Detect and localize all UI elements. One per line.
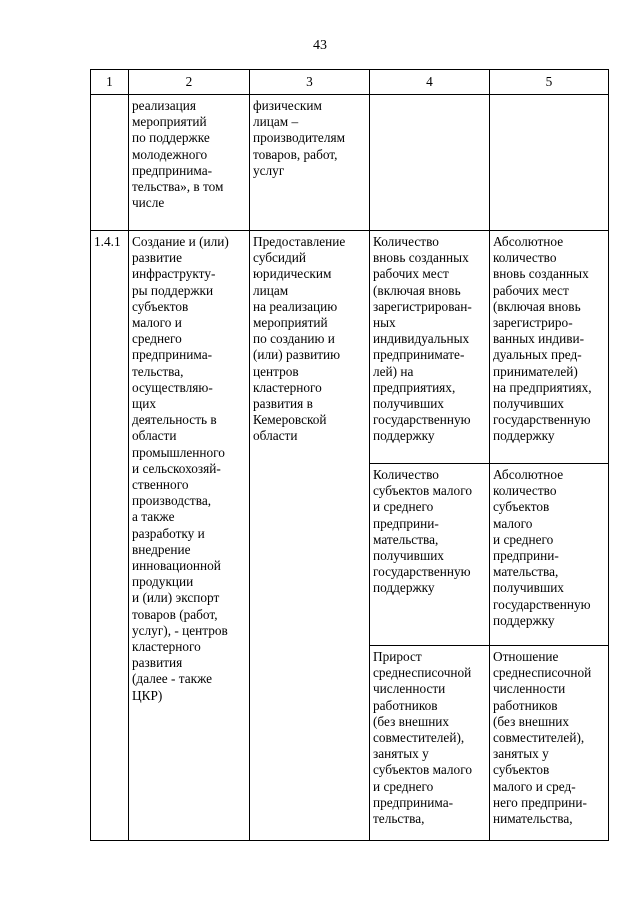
page-number: 43 <box>313 38 327 53</box>
table-header-row <box>91 70 609 95</box>
table-row-continuation <box>91 95 609 231</box>
header-cell-5: 5 <box>490 70 609 95</box>
continuation-indicator-cell <box>370 95 490 231</box>
header-cell-3: 3 <box>250 70 370 95</box>
direction-cell: Предоставление субсидий юридическим лицам на реализацию мероприятий по созданию и (или) развитию центров кластерного развития в Кемеровской области <box>250 231 370 841</box>
program-table <box>90 69 609 841</box>
indicator-method-cell: Абсолютное количество вновь созданных рабочих мест (включая вновь зарегистриро- ванных индиви- дуальных пред- принимателей) на предприятиях, получивших государственную поддержку <box>490 231 609 464</box>
continuation-measure-cell: реализация мероприятий по поддержке молодежного предпринима- тельства», в том числе <box>129 95 250 231</box>
table-row-1-4-1 <box>91 231 609 464</box>
indicator-name-cell: Прирост среднесписочной численности работников (без внешних совместителей), занятых у субъектов малого и среднего предпринима- тельства, <box>370 646 490 841</box>
indicator-name-cell: Количество субъектов малого и среднего предприни- мательства, получивших государственную поддержку <box>370 464 490 646</box>
indicator-method-cell: Абсолютное количество субъектов малого и среднего предприни- мательства, получивших государственную поддержку <box>490 464 609 646</box>
continuation-number-cell <box>91 95 129 231</box>
item-number-cell: 1.4.1 <box>91 231 129 841</box>
header-cell-2: 2 <box>129 70 250 95</box>
header-cell-1: 1 <box>91 70 129 95</box>
indicator-method-cell: Отношение среднесписочной численности работников (без внешних совместителей), занятых у субъектов малого и сред- него предприни- нимательства, <box>490 646 609 841</box>
continuation-method-cell <box>490 95 609 231</box>
measure-cell: Создание и (или) развитие инфраструкту- ры поддержки субъектов малого и среднего предпринима- тельства, осуществляю- щих деятельность в области промышленного и сельскохозяй- ственного производства, а также разработку и внедрение инновационной продукции и (или) экспорт товаров (работ, услуг), - центров кластерного развития (далее - также ЦКР) <box>129 231 250 841</box>
continuation-direction-cell: физическим лицам – производителям товаров, работ, услуг <box>250 95 370 231</box>
indicator-name-cell: Количество вновь созданных рабочих мест (включая вновь зарегистрирован- ных индивидуальных предпринимате- лей) на предприятиях, получивших государственную поддержку <box>370 231 490 464</box>
header-cell-4: 4 <box>370 70 490 95</box>
